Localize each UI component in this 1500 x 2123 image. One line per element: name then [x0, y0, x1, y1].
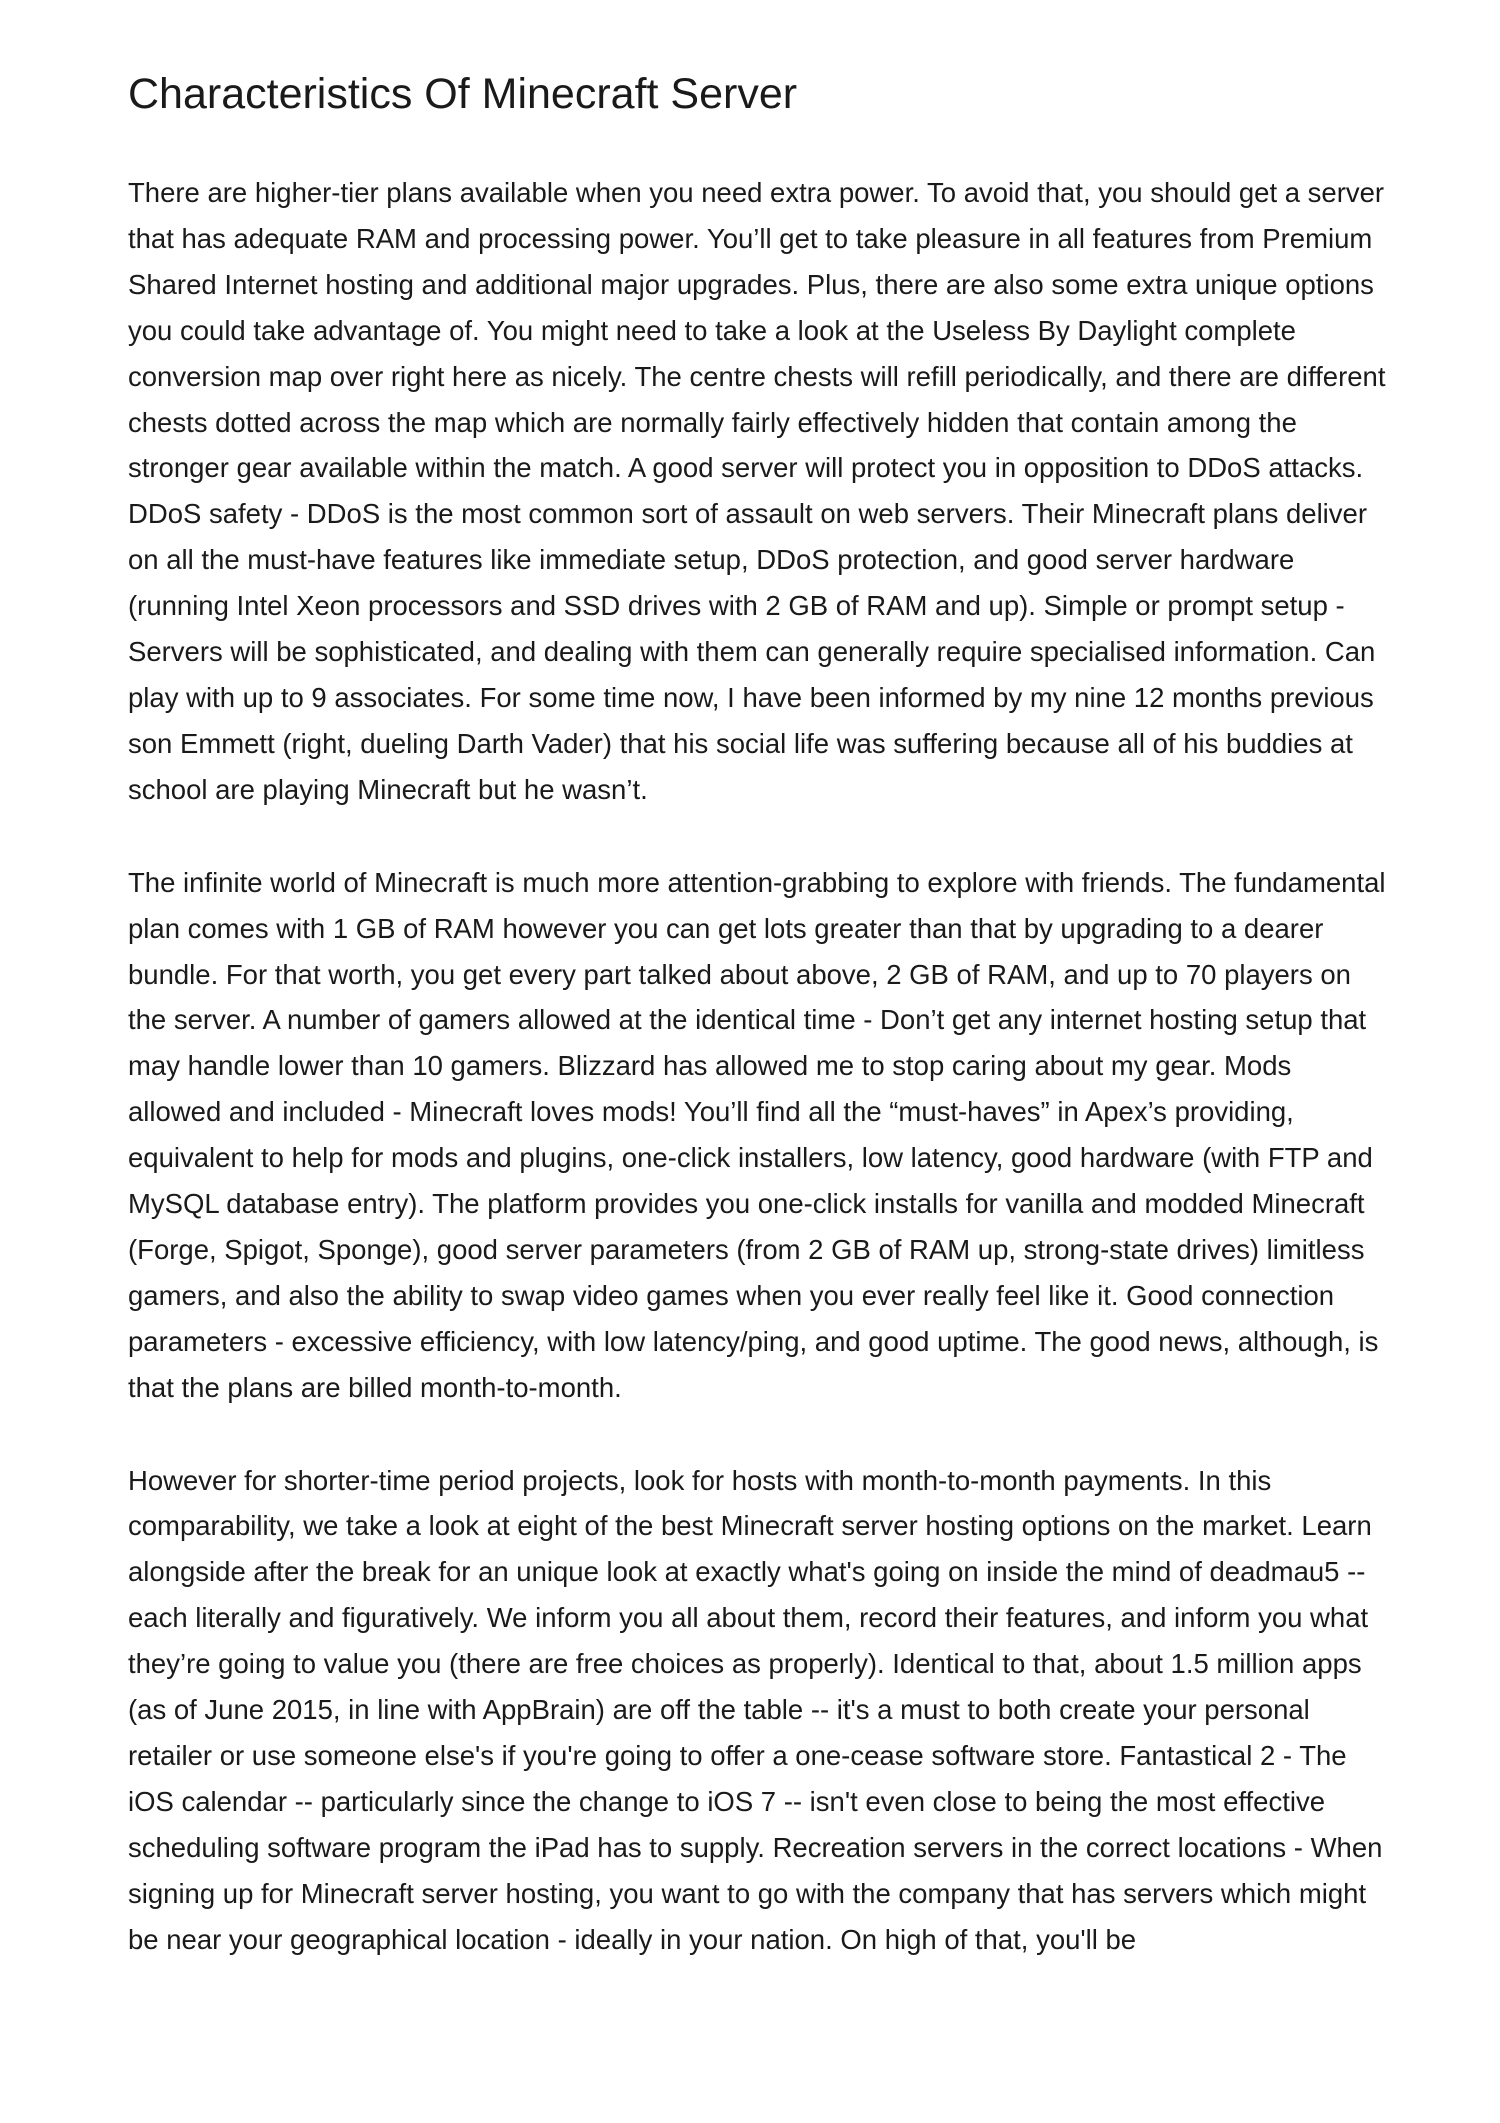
paragraph-3: However for shorter-time period projects, look for hosts with month-to-month payments. In this comparability, we take a look at eight of the best Minecraft server hosting options on the market. Learn alongside after the break for an unique look at exactly what's going on inside the mind of deadmau5 -- each literally and figuratively. We inform you all about them, record their features, and inform you what they’re going to value you (there are free choices as properly). Identical to that, about 1.5 million apps (as of June 2015, in line with AppBrain) are off the table -- it's a must to both create your personal retailer or use someone else's if you're going to offer a one-cease software store. Fantastical 2 - The iOS calendar -- particularly since the change to iOS 7 -- isn't even close to being the most effective scheduling software program the iPad has to supply. Recreation servers in the correct locations - When signing up for Minecraft server hosting, you want to go with the company that has servers which might be near your geographical location - ideally in your nation. On high of that, you'll be [128, 1464, 1383, 1955]
paragraph-1: There are higher-tier plans available when you need extra power. To avoid that, you should get a server that has adequate RAM and processing power. You’ll get to take pleasure in all features from Premium Shared Internet hosting and additional major upgrades. Plus, there are also some extra unique options you could take advantage of. You might need to take a look at the Useless By Daylight complete conversion map over right here as nicely. The centre chests will refill periodically, and there are different chests dotted across the map which are normally fairly effectively hidden that contain among the stronger gear available within the match. A good server will protect you in opposition to DDoS attacks. DDoS safety - DDoS is the most common sort of assault on web servers. Their Minecraft plans deliver on all the must-have features like immediate setup, DDoS protection, and good server hardware (running Intel Xeon processors and SSD drives with 2 GB of RAM and up). Simple or prompt setup - Servers will be sophisticated, and dealing with them can generally require specialised information. Can play with up to 9 associates. For some time now, I have been informed by my nine 12 months previous son Emmett (right, dueling Darth Vader) that his social life was suffering because all of his buddies at school are playing Minecraft but he wasn’t. [128, 177, 1386, 805]
paragraph-2: The infinite world of Minecraft is much more attention-grabbing to explore with friends. The fundamental plan comes with 1 GB of RAM however you can get lots greater than that by upgrading to a dearer bundle. For that worth, you get every part talked about above, 2 GB of RAM, and up to 70 players on the server. A number of gamers allowed at the identical time - Don’t get any internet hosting setup that may handle lower than 10 gamers. Blizzard has allowed me to stop caring about my gear. Mods allowed and included - Minecraft loves mods! You’ll find all the “must-haves” in Apex’s providing, equivalent to help for mods and plugins, one-click installers, low latency, good hardware (with FTP and MySQL database entry). The platform provides you one-click installs for vanilla and modded Minecraft (Forge, Spigot, Sponge), good server parameters (from 2 GB of RAM up, strong-state drives) limitless gamers, and also the ability to swap video games when you ever really feel like it. Good connection parameters - excessive efficiency, with low latency/ping, and good uptime. The good news, although, is that the plans are billed month-to-month. [128, 866, 1386, 1403]
document-page [128, 0, 1390, 1963]
page-title: Characteristics Of Minecraft Server [128, 70, 798, 118]
